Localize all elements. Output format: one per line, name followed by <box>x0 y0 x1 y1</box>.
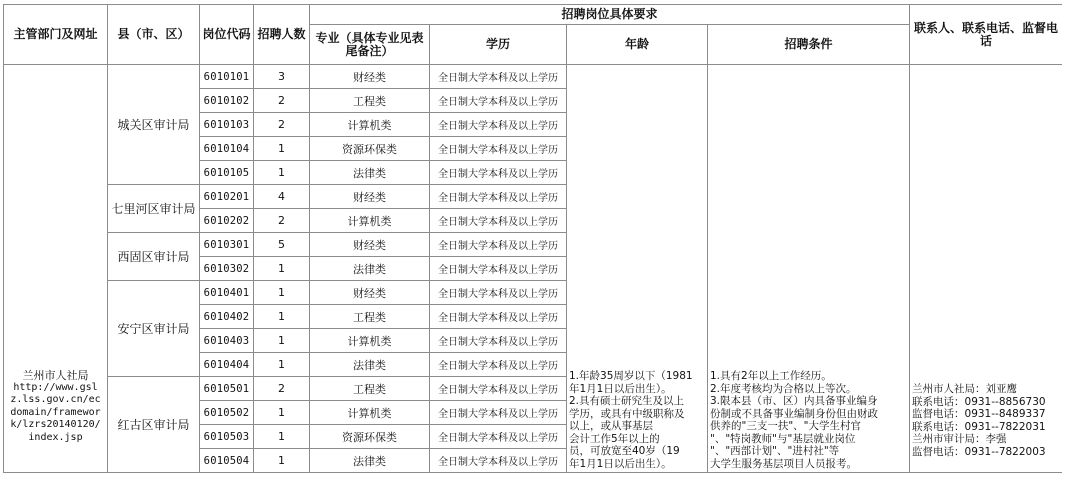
county-cell: 七里河区审计局 <box>108 185 200 233</box>
dept-url-link[interactable]: http://www.gslz.lss.gov.cn/ecdomain/framework/lzrs20140120/index.jsp <box>10 381 101 443</box>
education-cell: 全日制大学本科及以上学历 <box>430 257 567 281</box>
age-requirement-line: 2.具有硕士研究生及以上 <box>569 395 685 407</box>
contact-info <box>910 65 1062 473</box>
education-cell: 全日制大学本科及以上学历 <box>430 89 567 113</box>
header-contact: 联系人、联系电话、监督电话 <box>910 5 1062 65</box>
condition-line: 份制或不具备事业编制身份但由财政 <box>710 407 878 420</box>
position-code: 6010502 <box>200 401 254 425</box>
contact-line: 兰州市审计局：李强 <box>912 433 1007 445</box>
major-cell: 计算机类 <box>310 401 430 425</box>
position-code: 6010301 <box>200 233 254 257</box>
age-requirement-line: 年1月1日以后出生）。 <box>569 382 672 395</box>
county-cell: 安宁区审计局 <box>108 281 200 377</box>
header-age: 年龄 <box>567 25 708 65</box>
major-cell: 工程类 <box>310 377 430 401</box>
hire-count: 1 <box>254 401 310 425</box>
county-cell: 城关区审计局 <box>108 65 200 185</box>
hire-count: 5 <box>254 233 310 257</box>
table-row <box>4 65 1063 89</box>
hire-count: 2 <box>254 377 310 401</box>
hire-count: 1 <box>254 449 310 473</box>
position-code: 6010103 <box>200 113 254 137</box>
age-requirement-line: 员，可放宽至40岁（19 <box>569 445 680 457</box>
education-cell: 全日制大学本科及以上学历 <box>430 209 567 233</box>
age-requirement-line: 会计工作5年以上的 <box>569 432 660 445</box>
contact-line: 监督电话：0931--8489337 <box>912 408 1046 420</box>
education-cell: 全日制大学本科及以上学历 <box>430 281 567 305</box>
position-code: 6010302 <box>200 257 254 281</box>
header-county: 县（市、区） <box>108 5 200 65</box>
hire-count: 1 <box>254 329 310 353</box>
position-code: 6010104 <box>200 137 254 161</box>
header-education: 学历 <box>430 25 567 65</box>
position-code: 6010504 <box>200 449 254 473</box>
position-code: 6010101 <box>200 65 254 89</box>
major-cell: 财经类 <box>310 233 430 257</box>
hire-count: 2 <box>254 209 310 233</box>
major-cell: 资源环保类 <box>310 425 430 449</box>
condition-line: "、"西部计划"、"进村社"等 <box>710 445 840 457</box>
hire-count: 2 <box>254 89 310 113</box>
major-cell: 工程类 <box>310 89 430 113</box>
header-count: 招聘人数 <box>254 5 310 65</box>
hire-count: 1 <box>254 305 310 329</box>
major-cell: 法律类 <box>310 449 430 473</box>
education-cell: 全日制大学本科及以上学历 <box>430 305 567 329</box>
condition-line: 供养的"三支一扶"、"大学生村官 <box>710 420 861 432</box>
recruitment-conditions <box>708 65 910 473</box>
recruitment-table <box>3 4 1062 473</box>
hire-count: 3 <box>254 65 310 89</box>
position-code: 6010503 <box>200 425 254 449</box>
major-cell: 法律类 <box>310 257 430 281</box>
hire-count: 2 <box>254 113 310 137</box>
age-requirement-line: 年1月1日以后出生）。 <box>569 457 672 470</box>
position-code: 6010501 <box>200 377 254 401</box>
education-cell: 全日制大学本科及以上学历 <box>430 377 567 401</box>
position-code: 6010402 <box>200 305 254 329</box>
condition-line: 大学生服务基层项目人员报考。 <box>710 457 857 470</box>
header-dept: 主管部门及网址 <box>4 5 108 65</box>
dept-cell <box>4 65 108 473</box>
education-cell: 全日制大学本科及以上学历 <box>430 161 567 185</box>
condition-line: 2.年度考核均为合格以上等次。 <box>710 382 857 395</box>
education-cell: 全日制大学本科及以上学历 <box>430 449 567 473</box>
education-cell: 全日制大学本科及以上学历 <box>430 185 567 209</box>
major-cell: 财经类 <box>310 65 430 89</box>
contact-line: 联系电话：0931--7822031 <box>912 420 1046 433</box>
major-cell: 财经类 <box>310 185 430 209</box>
hire-count: 1 <box>254 257 310 281</box>
position-code: 6010202 <box>200 209 254 233</box>
hire-count: 4 <box>254 185 310 209</box>
hire-count: 1 <box>254 137 310 161</box>
position-code: 6010105 <box>200 161 254 185</box>
education-cell: 全日制大学本科及以上学历 <box>430 65 567 89</box>
age-requirement-line: 学历，或具有中级职称及 <box>569 407 685 420</box>
table-body <box>4 65 1063 473</box>
header-code: 岗位代码 <box>200 5 254 65</box>
education-cell: 全日制大学本科及以上学历 <box>430 113 567 137</box>
major-cell: 工程类 <box>310 305 430 329</box>
county-cell: 红古区审计局 <box>108 377 200 473</box>
education-cell: 全日制大学本科及以上学历 <box>430 137 567 161</box>
position-code: 6010403 <box>200 329 254 353</box>
hire-count: 1 <box>254 353 310 377</box>
major-cell: 计算机类 <box>310 329 430 353</box>
condition-line: 3.限本县（市、区）内具备事业编身 <box>710 395 878 407</box>
education-cell: 全日制大学本科及以上学历 <box>430 425 567 449</box>
dept-name: 兰州市人社局 <box>22 368 89 382</box>
position-code: 6010401 <box>200 281 254 305</box>
position-code: 6010201 <box>200 185 254 209</box>
contact-line: 兰州市人社局：刘亚鹰 <box>912 383 1018 395</box>
header-requirements-group: 招聘岗位具体要求 <box>310 5 910 25</box>
major-cell: 计算机类 <box>310 209 430 233</box>
recruitment-table-region <box>3 4 1062 480</box>
contact-line: 联系电话：0931--8856730 <box>912 395 1046 408</box>
major-cell: 法律类 <box>310 353 430 377</box>
major-cell: 法律类 <box>310 161 430 185</box>
position-code: 6010102 <box>200 89 254 113</box>
hire-count: 1 <box>254 281 310 305</box>
major-cell: 财经类 <box>310 281 430 305</box>
header-conditions: 招聘条件 <box>708 25 910 65</box>
education-cell: 全日制大学本科及以上学历 <box>430 233 567 257</box>
condition-line: "、"特岗教师"与"基层就业岗位 <box>710 432 856 445</box>
header-major: 专业（具体专业见表尾备注） <box>310 25 430 65</box>
education-cell: 全日制大学本科及以上学历 <box>430 353 567 377</box>
major-cell: 资源环保类 <box>310 137 430 161</box>
hire-count: 1 <box>254 161 310 185</box>
contact-line: 监督电话：0931--7822003 <box>912 445 1046 458</box>
age-requirements <box>567 65 708 473</box>
hire-count: 1 <box>254 425 310 449</box>
age-requirement-line: 以上，或从事基层 <box>569 420 653 432</box>
education-cell: 全日制大学本科及以上学历 <box>430 329 567 353</box>
age-requirement-line: 1.年龄35周岁以下（1981 <box>569 370 693 382</box>
education-cell: 全日制大学本科及以上学历 <box>430 401 567 425</box>
position-code: 6010404 <box>200 353 254 377</box>
condition-line: 1.具有2年以上工作经历。 <box>710 370 832 382</box>
county-cell: 西固区审计局 <box>108 233 200 281</box>
major-cell: 计算机类 <box>310 113 430 137</box>
